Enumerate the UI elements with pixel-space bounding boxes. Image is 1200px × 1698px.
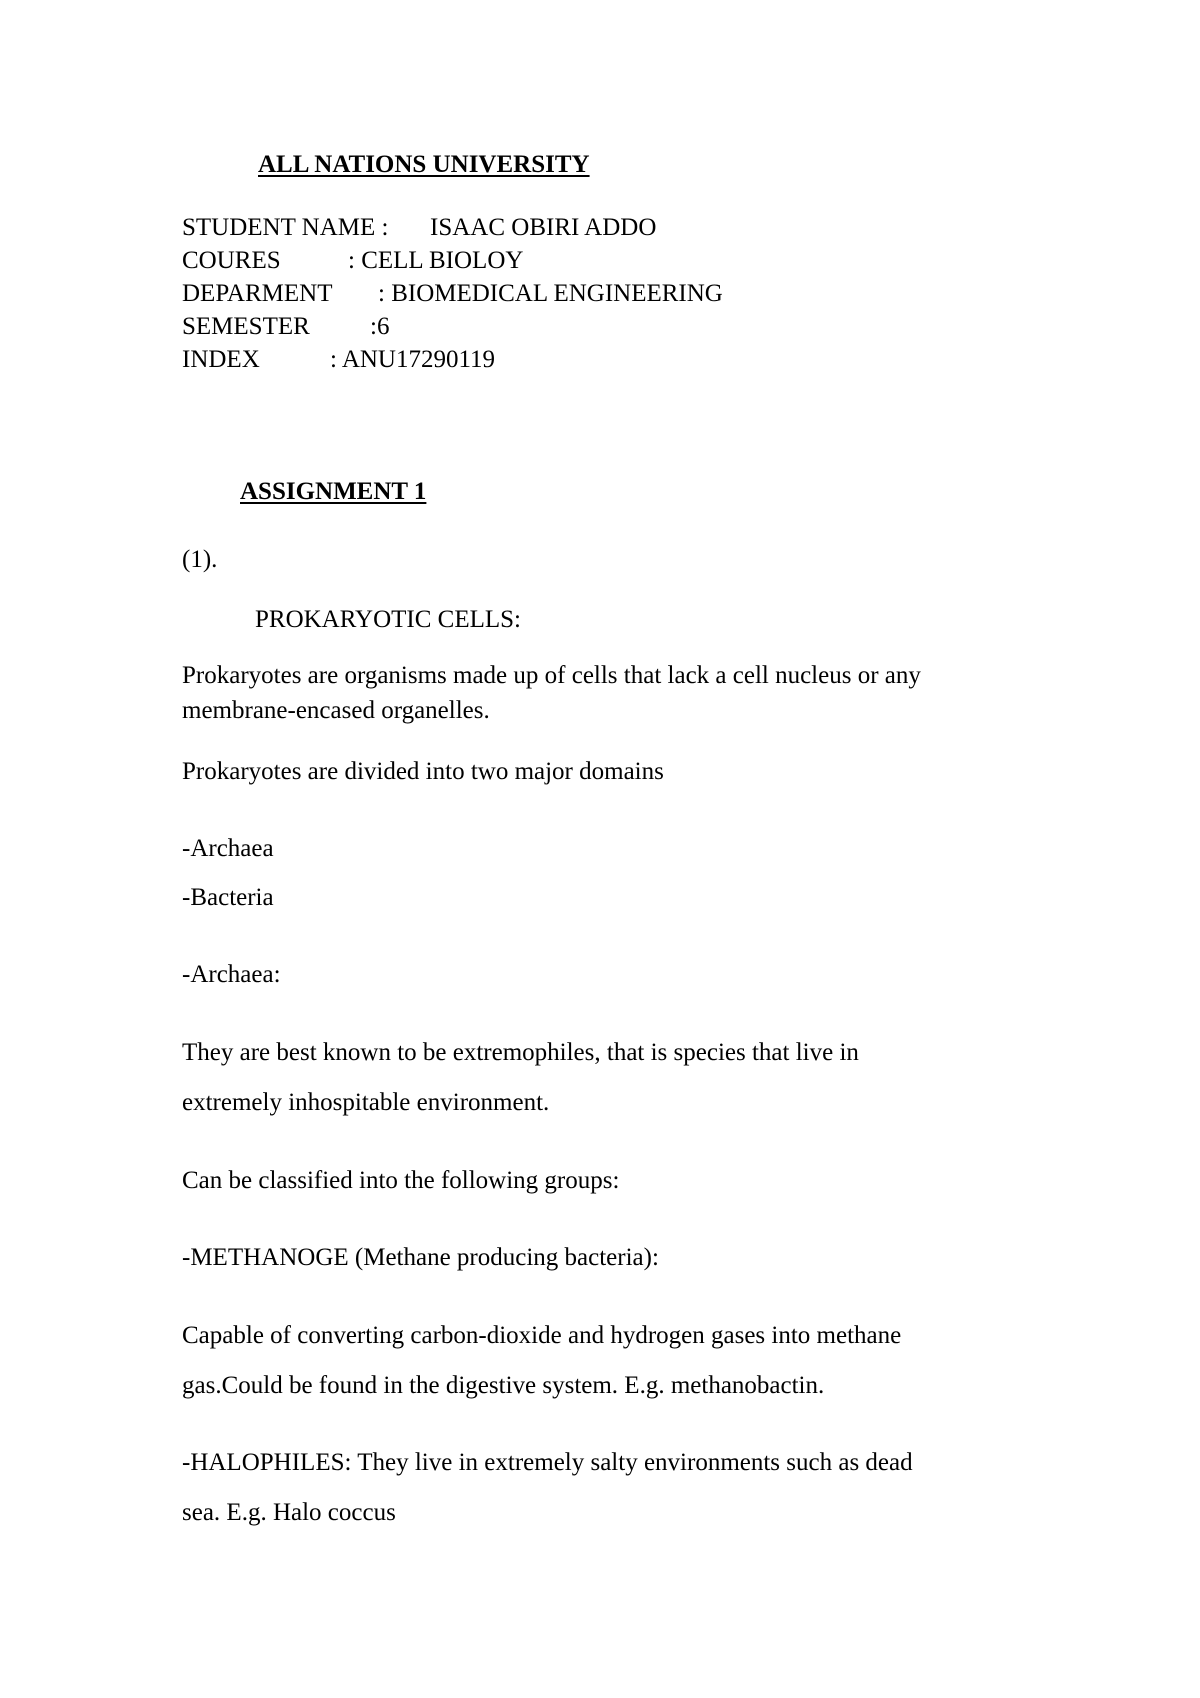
methanoge-heading: -METHANOGE (Methane producing bacteria): [182, 1244, 659, 1271]
paragraph-4: Can be classified into the following groups: [182, 1167, 620, 1194]
department-label: DEPARMENT [182, 280, 333, 307]
assignment-title: ASSIGNMENT 1 [240, 478, 427, 505]
index-value: : ANU17290119 [330, 346, 496, 373]
domain-item-bacteria: -Bacteria [182, 884, 274, 911]
index-label: INDEX [182, 346, 260, 373]
course-value: : CELL BIOLOY [348, 247, 524, 274]
question-number: (1). [182, 546, 218, 573]
student-name-value: ISAAC OBIRI ADDO [430, 214, 657, 241]
domain-item-archaea: -Archaea [182, 835, 274, 862]
paragraph-3-line-2: extremely inhospitable environment. [182, 1089, 550, 1116]
paragraph-6-line-2: sea. E.g. Halo coccus [182, 1499, 396, 1526]
paragraph-6-line-1: -HALOPHILES: They live in extremely salty environments such as dead [182, 1449, 913, 1476]
paragraph-1-line-2: membrane-encased organelles. [182, 697, 490, 724]
paragraph-1-line-1: Prokaryotes are organisms made up of cells that lack a cell nucleus or any [182, 662, 921, 689]
semester-label: SEMESTER [182, 313, 310, 340]
student-name-label: STUDENT NAME : [182, 214, 389, 241]
section-heading: PROKARYOTIC CELLS: [255, 606, 522, 633]
paragraph-2: Prokaryotes are divided into two major domains [182, 758, 664, 785]
paragraph-3-line-1: They are best known to be extremophiles, that is species that live in [182, 1039, 859, 1066]
department-value: : BIOMEDICAL ENGINEERING [378, 280, 723, 307]
university-title: ALL NATIONS UNIVERSITY [258, 151, 590, 178]
semester-value: :6 [370, 313, 390, 340]
paragraph-5-line-2: gas.Could be found in the digestive system. E.g. methanobactin. [182, 1372, 825, 1399]
paragraph-5-line-1: Capable of converting carbon-dioxide and hydrogen gases into methane [182, 1322, 902, 1349]
course-label: COURES [182, 247, 281, 274]
archaea-heading: -Archaea: [182, 961, 281, 988]
